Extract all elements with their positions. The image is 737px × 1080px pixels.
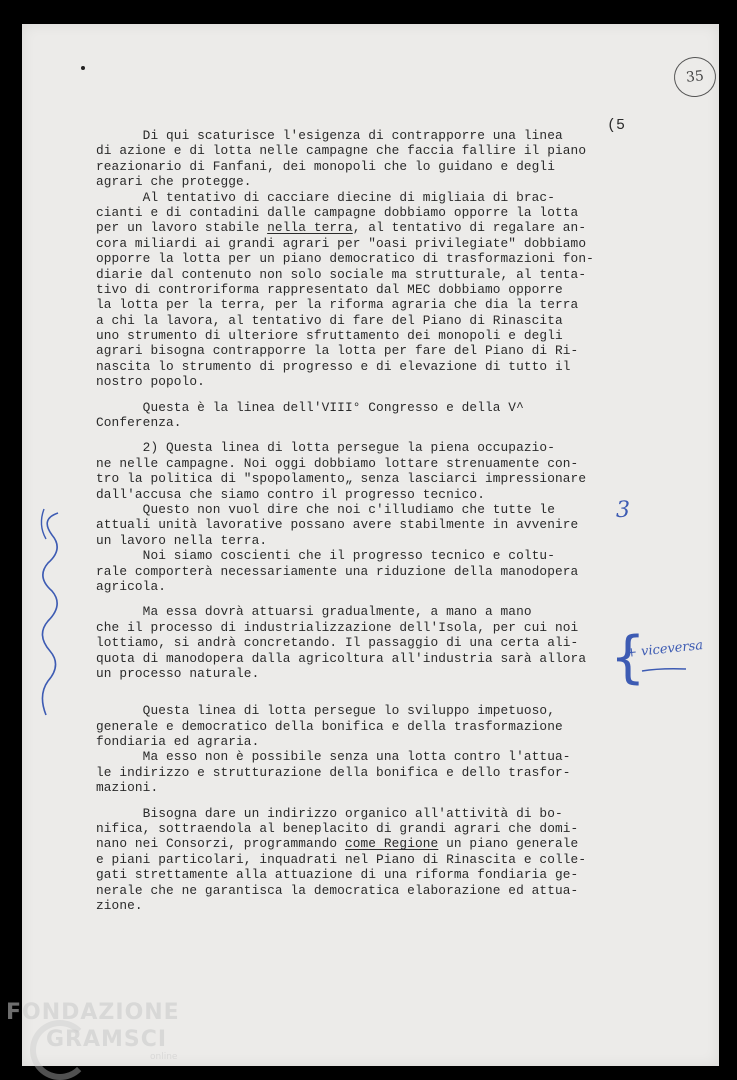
text-line: opporre la lotta per un piano democratico di trasformazioni fon- [96, 251, 594, 267]
ink-dot [81, 66, 85, 70]
text-line: Ma esso non è possibile senza una lotta contro l'attua- [96, 749, 571, 765]
text-line: dall'accusa che siamo contro il progresso tecnico. [96, 486, 485, 502]
text-line: Questa è la linea dell'VIII° Congresso e della V^ [96, 399, 524, 415]
paragraph-10 [96, 806, 616, 914]
text-line: Bisogna dare un indirizzo organico all'attività di bo- [96, 805, 563, 821]
text-line: agricola. [96, 578, 167, 594]
text-line: gati strettamente alla attuazione di una riforma fondiaria ge- [96, 867, 579, 883]
text-line: lottiamo, si andrà concretando. Il passaggio di una certa ali- [96, 635, 579, 651]
text-line: tro la politica di "spopolamento„ senza lasciarci impressionare [96, 471, 587, 487]
text-line: Noi siamo coscienti che il progresso tecnico e coltu- [96, 548, 555, 564]
text-line: le indirizzo e strutturazione della bonifica e dello trasfor- [96, 764, 571, 780]
paragraph-9 [96, 749, 616, 795]
text-line: agrari che protegge. [96, 174, 252, 190]
text-line: per un lavoro stabile nella terra, al tentativo di regalare an- [96, 220, 587, 236]
text-line: nifica, sottraendola al beneplacito di grandi agrari che domi- [96, 821, 579, 837]
watermark-sub: online [150, 1052, 178, 1062]
text-line: e piani particolari, inquadrati nel Piano di Rinascita e colle- [96, 851, 587, 867]
text-line: Al tentativo di cacciare diecine di migliaia di brac- [96, 189, 555, 205]
text-line: nano nei Consorzi, programmando come Regione un piano generale [96, 836, 579, 852]
text-line: nerale che ne garantisca la democratica elaborazione ed attua- [96, 882, 579, 898]
text-line: a chi la lavora, al tentativo di fare del Piano di Rinascita [96, 312, 563, 328]
text-line: un lavoro nella terra. [96, 532, 268, 548]
text-line: cianti e di contadini dalle campagne dobbiamo opporre la lotta [96, 204, 579, 220]
handwritten-underline-icon [640, 666, 690, 674]
text-line: nostro popolo. [96, 374, 205, 390]
text-line: Questo non vuol dire che noi c'illudiamo che tutte le [96, 501, 555, 517]
text-line: Di qui scaturisce l'esigenza di contrapporre una linea [96, 128, 563, 143]
archive-stamp: 35 [672, 55, 718, 99]
text-line: ne nelle campagne. Noi oggi dobbiamo lottare strenuamente con- [96, 455, 579, 471]
text-line: zione. [96, 897, 143, 913]
handwritten-note: + viceversa [625, 638, 704, 661]
text-line: diarie dal contenuto non solo sociale ma strutturale, al tenta- [96, 266, 587, 282]
text-line: rale comporterà necessariamente una riduzione della manodopera [96, 563, 579, 579]
handwritten-brace-icon: { [610, 625, 646, 690]
text-line: quota di manodopera dalla agricoltura all'industria sarà allora [96, 650, 587, 666]
typed-body [96, 128, 616, 913]
text-line: nascita lo strumento di progresso e di elevazione di tutto il [96, 358, 571, 374]
handwritten-number: 3 [616, 498, 630, 523]
paragraph-1 [96, 128, 616, 190]
paragraph-3 [96, 400, 616, 431]
text-line: tivo di controriforma rappresentato dal MEC dobbiamo opporre [96, 281, 563, 297]
text-line: generale e democratico della bonifica e della trasformazione [96, 718, 563, 734]
text-line: 2) Questa linea di lotta persegue la piena occupazio- [96, 440, 555, 456]
text-line: reazionario di Fanfani, dei monopoli che lo guidano e degli [96, 158, 555, 174]
paragraph-5 [96, 502, 616, 548]
paragraph-6 [96, 548, 616, 594]
paragraph-8 [96, 703, 616, 749]
paragraph-4 [96, 440, 616, 502]
text-line: cora miliardi ai grandi agrari per "oasi privilegiate" dobbiamo [96, 235, 587, 251]
watermark: FONDAZIONE GRAMSCI [6, 1000, 180, 1052]
text-line: Questa linea di lotta persegue lo sviluppo impetuoso, [96, 703, 555, 719]
text-line: la lotta per la terra, per la riforma agraria che dia la terra [96, 297, 579, 313]
text-line: uno strumento di ulteriore sfruttamento dei monopoli e degli [96, 328, 563, 344]
page-number: (5 [607, 117, 626, 134]
text-line: fondiaria ed agraria. [96, 734, 260, 750]
paragraph-7 [96, 604, 616, 681]
text-line: che il processo di industrializzazione dell'Isola, per cui noi [96, 619, 579, 635]
underlined-phrase: come Regione [344, 836, 439, 852]
text-line: agrari bisogna contrapporre la lotta per fare del Piano di Ri- [96, 343, 579, 359]
paragraph-2 [96, 190, 616, 390]
handwritten-margin-squiggle-icon [30, 505, 70, 720]
underlined-phrase: nella terra [267, 220, 353, 236]
text-line: attuali unità lavorative possano avere stabilmente in avvenire [96, 517, 579, 533]
text-line: Conferenza. [96, 415, 182, 431]
text-line: Ma essa dovrà attuarsi gradualmente, a mano a mano [96, 604, 532, 620]
text-line: mazioni. [96, 780, 159, 796]
text-line: un processo naturale. [96, 665, 260, 681]
text-line: di azione e di lotta nelle campagne che faccia fallire il piano [96, 143, 587, 159]
